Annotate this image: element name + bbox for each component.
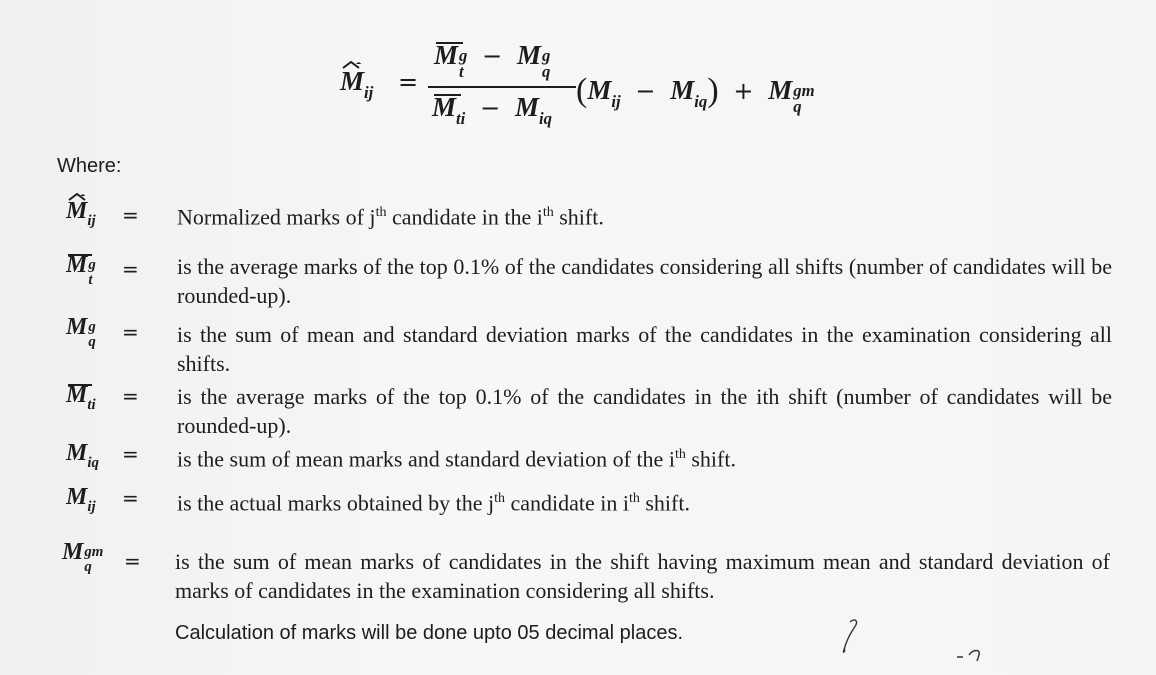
definition-symbol (62, 539, 103, 576)
symbol-sub: q (88, 333, 96, 350)
page-edge-arc-icon (0, 630, 14, 670)
symbol-sub: ij (87, 212, 96, 229)
num-b-sup: g (542, 45, 551, 65)
where-label: Where: (57, 155, 122, 177)
term2-sub: iq (694, 91, 708, 111)
definition-text: is the sum of mean marks and standard deviation of the $i^{th}$ shift. (177, 446, 736, 472)
symbol-sub: iq (87, 454, 99, 471)
symbol-sup: g (88, 257, 96, 274)
formula-rest (576, 70, 815, 116)
fraction-bar (428, 86, 576, 88)
definition-symbol (66, 252, 96, 289)
formula-lhs (340, 66, 374, 102)
den-a-base: M (432, 92, 457, 122)
num-minus: − (482, 42, 503, 70)
definition-symbol (66, 440, 99, 471)
fraction-denominator (432, 92, 552, 128)
symbol-sup: g (88, 319, 96, 336)
definition-text: is the average marks of the top 0.1% of the candidates considering all shifts (number of candidates will be rounded-up). (177, 254, 1112, 308)
den-b-sub: iq (538, 108, 552, 128)
symbol-base: M (66, 252, 88, 278)
hat-accent-icon (68, 193, 86, 201)
term1-base: M (587, 75, 612, 105)
definition-equals: = (122, 257, 139, 281)
formula-lhs-base: M (340, 66, 365, 96)
calculation-note: Calculation of marks will be done upto 05 decimal places. (175, 622, 684, 644)
hat-accent-icon (342, 61, 360, 69)
formula-equals: = (398, 68, 419, 96)
last-sup: gm (793, 80, 815, 100)
definition-text: is the average marks of the top 0.1% of the candidates in the ith shift (number of candidates will be rounded-up). (177, 384, 1112, 438)
normalization-formula (340, 36, 860, 136)
formula-lhs-sub: ij (364, 82, 374, 102)
definition-equals: = (122, 486, 139, 510)
last-base: M (768, 75, 793, 105)
definition-equals: = (122, 203, 139, 227)
num-a-base: M (434, 40, 459, 70)
symbol-sub: ij (87, 498, 96, 515)
last-sub: q (793, 97, 802, 117)
symbol-base: M (66, 440, 88, 466)
rest-plus: + (733, 77, 754, 105)
definition-symbol (66, 314, 96, 351)
num-b-sub: q (542, 62, 551, 82)
term1-sub: ij (611, 91, 621, 111)
definition-equals: = (122, 320, 139, 344)
definition-symbol (66, 484, 96, 515)
definition-equals: = (122, 442, 139, 466)
symbol-base: M (62, 539, 84, 565)
definition-text: Normalized marks of $j^{th}$ candidate in the $i^{th}$ shift. (177, 204, 604, 230)
den-a-sub: ti (456, 108, 466, 128)
term2-base: M (670, 75, 695, 105)
pen-mark-icon (955, 643, 995, 663)
symbol-base: M (66, 198, 88, 224)
num-a-sub: t (459, 62, 464, 82)
definition-symbol (66, 382, 96, 413)
symbol-sub: q (84, 558, 92, 575)
rest-minus: − (635, 77, 656, 105)
symbol-sub: t (88, 271, 93, 288)
symbol-base: M (66, 484, 88, 510)
definition-symbol (66, 198, 96, 229)
definition-text: is the sum of mean and standard deviation marks of the candidates in the examination considering all shifts. (177, 322, 1112, 376)
definition-equals: = (124, 549, 141, 573)
pen-scribble-icon (832, 614, 872, 664)
symbol-base: M (66, 382, 88, 408)
open-paren: ( (576, 72, 588, 109)
symbol-sup: gm (84, 544, 104, 561)
num-b-base: M (517, 40, 542, 70)
num-a-sup: g (459, 45, 468, 65)
symbol-sub: ti (87, 396, 96, 413)
definition-text: is the actual marks obtained by the $j^{th}$ candidate in $i^{th}$ shift. (177, 490, 690, 516)
den-minus: − (480, 94, 501, 122)
definition-text: is the sum of mean marks of candidates in the shift having maximum mean and standard deviation of marks of candidates in the examination considering all shifts. (175, 549, 1110, 603)
definition-equals: = (122, 384, 139, 408)
fraction-numerator (434, 40, 550, 81)
den-b-base: M (514, 92, 539, 122)
close-paren: ) (707, 72, 719, 109)
symbol-base: M (66, 314, 88, 340)
formula-fraction (428, 36, 576, 136)
